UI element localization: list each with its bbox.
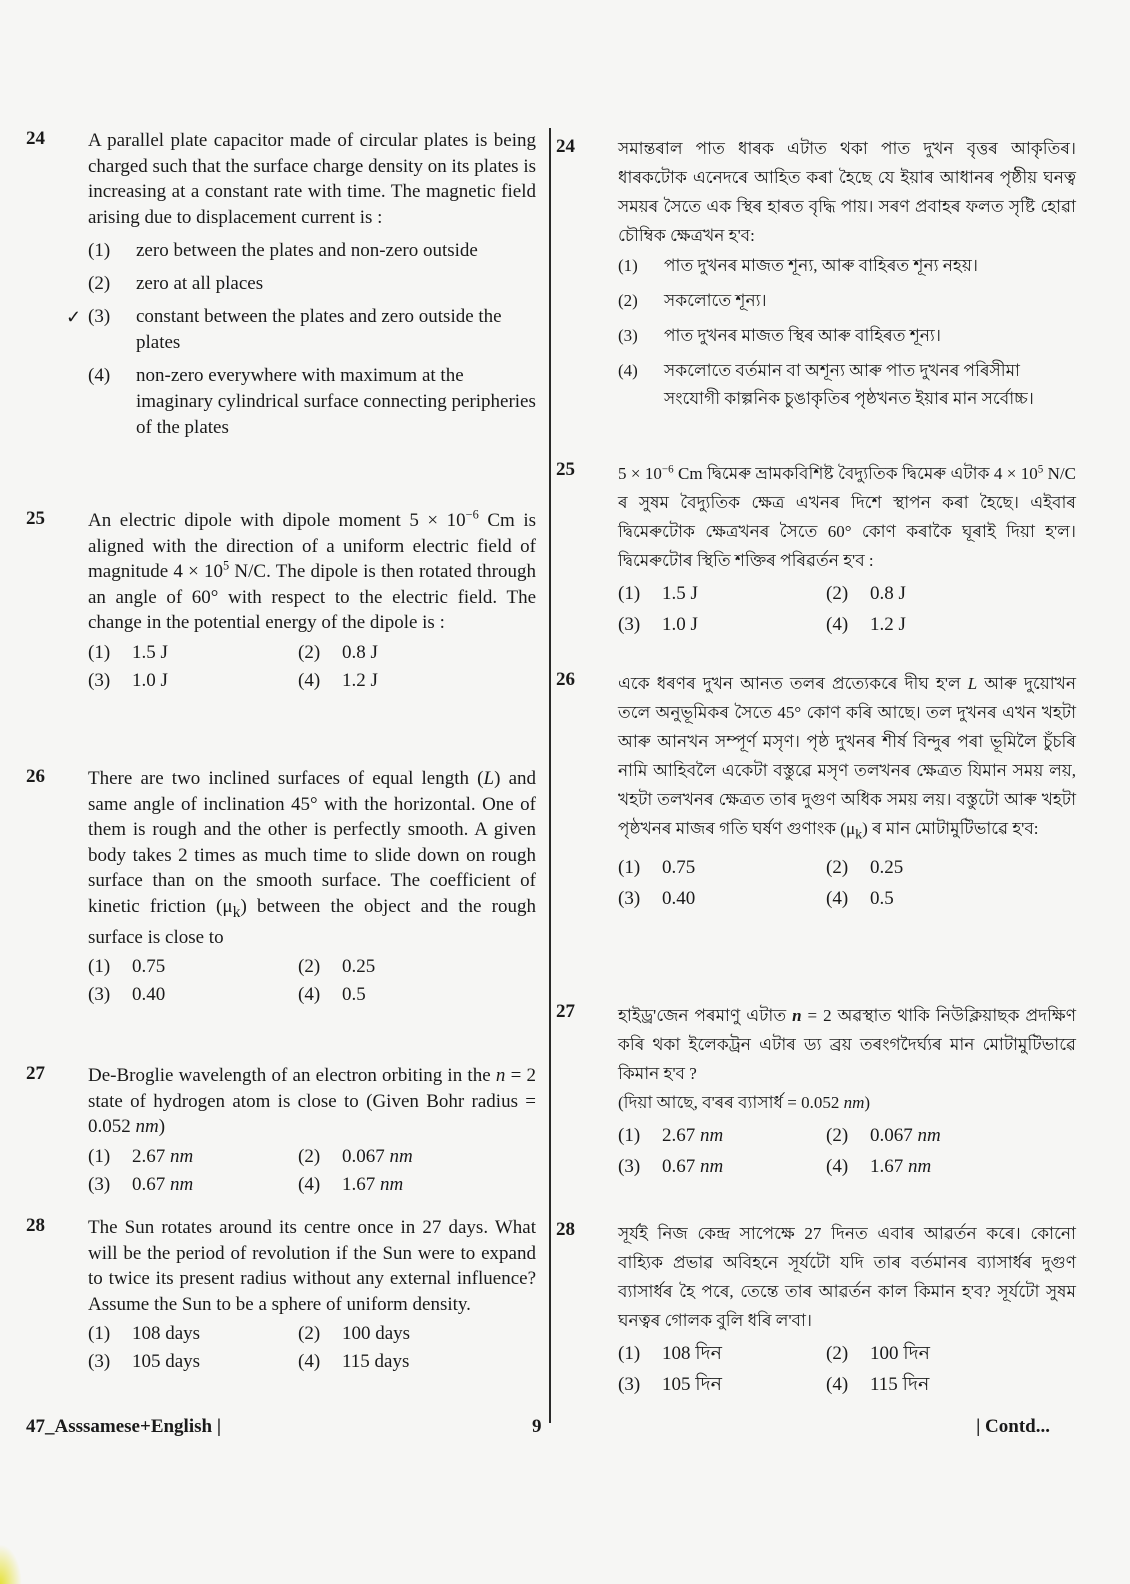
question-stem: সমান্তৰাল পাত ধাৰক এটাত থকা পাত দুখন বৃত্তৰ আকৃতিৰ। ধাৰকটোক এনেদৰে আহিত কৰা হৈছে যে ইয়াৰ আধানৰ পৃষ্ঠীয় ঘনত্ব সময়ৰ সৈতে এক স্থিৰ হাৰত বৃদ্ধি পায়। সৰণ প্ৰবাহৰ ফলত সৃষ্টি হোৱা চৌম্বিক ক্ষেত্ৰখন হ'ব: [618, 139, 1076, 245]
option-2: (2) 100 days [298, 1323, 411, 1344]
option-2: (2) 0.067 nm [298, 1145, 413, 1167]
option-4: (4) 0.5 [298, 984, 366, 1006]
question-stem: $5 \times 10^{-6}$ Cm দ্বিমেৰু ভ্ৰামকবিশিষ্ট বৈদ্যুতিক দ্বিমেৰু এটাক $4 \times 10^5$ N/C ৰ সুষম বৈদ্যুতিক ক্ষেত্ৰ এখনৰ দিশে স্থাপন কৰা হৈছে। এইবাৰ দ্বিমেৰুটোক ক্ষেত্ৰখনৰ সৈতে 60° কোণ কৰাকৈ ঘূৰাই দিয়া হ'ল। দ্বিমেৰুটোৰ স্থিতি শক্তিৰ পৰিৱৰ্তন হ'ব : [618, 463, 1076, 570]
question-27-as [556, 1001, 1076, 1219]
question-24-as [556, 128, 1076, 459]
column-divider [549, 128, 551, 1423]
question-stem: The Sun rotates around its centre once in 27 days. What will be the period of revolution if the Sun were to expand to twice its present radius without any external influence? Assume the Sun to be a sphere of uniform density. [88, 1217, 536, 1315]
options-grid [618, 1121, 1076, 1181]
options-grid [88, 954, 536, 1008]
option-4: (4) সকলোতে বৰ্তমান বা অশূন্য আৰু পাত দুখনৰ পৰিসীমা সংযোগী কাল্পনিক চুঙাকৃতিৰ পৃষ্ঠখনত ইয়াৰ মান সৰ্বোচ্চ। [618, 361, 1034, 408]
option-3: (3) 1.0 J [88, 669, 168, 691]
question-28-en [26, 1215, 536, 1375]
english-column [26, 128, 536, 1375]
option-3: (3) 0.67 nm [618, 1156, 724, 1177]
option-4: (4) 1.67 nm [826, 1156, 932, 1177]
question-24-en [26, 128, 536, 508]
question-number: 28 [26, 1215, 45, 1236]
option-2: (2) 0.25 [826, 857, 904, 879]
paper-stain [0, 1544, 22, 1584]
option-2: (2) 0.8 J [826, 583, 906, 604]
option-4: (4) 1.2 J [826, 614, 906, 635]
question-stem: There are two inclined surfaces of equal length (L) and same angle of inclination 45° with the horizontal. One of them is rough and the other is perfectly smooth. A given body takes 2 times as much time to slide down on rough surface than on the smooth surface. The coefficient of kinetic friction $(\mu_k)$ between the object and the rough surface is close to [88, 768, 537, 948]
option-1: (1) 0.75 [618, 857, 696, 879]
option-4: (4) 115 days [298, 1351, 410, 1372]
option-2: (2) 100 দিন [826, 1343, 931, 1364]
tick-mark-icon: ✓ [66, 307, 82, 327]
option-4: (4) 1.2 J [298, 669, 378, 691]
option-3: (3) 0.40 [88, 984, 166, 1006]
question-27-en [26, 1063, 536, 1215]
option-1: (1) 108 দিন [618, 1343, 723, 1364]
option-3: (3) 0.67 nm [88, 1173, 194, 1195]
question-number: 26 [556, 669, 575, 690]
footer-page-number: 9 [532, 1416, 542, 1437]
option-1: (1) zero between the plates and non-zero outside [88, 240, 478, 261]
footer-continued: | Contd... [976, 1416, 1050, 1437]
question-number: 27 [556, 1001, 575, 1022]
question-number: 26 [26, 766, 45, 787]
option-2: (2) zero at all places [88, 273, 264, 294]
options-grid [618, 1339, 1076, 1399]
option-3: (3) 1.0 J [618, 614, 698, 635]
option-2: (2) 0.067 nm [826, 1125, 941, 1146]
option-3: (3) 0.40 [618, 888, 696, 910]
question-stem: সূৰ্যই নিজ কেন্দ্ৰ সাপেক্ষে 27 দিনত এবাৰ আৱৰ্তন কৰে। কোনো বাহ্যিক প্ৰভাৱ অবিহনে সূৰ্যটো যদি তাৰ বৰ্তমানৰ ব্যাসাৰ্ধৰ দুগুণ ব্যাসাৰ্ধৰ হৈ পৰে, তেন্তে তাৰ আৱৰ্তন কাল কিমান হ'ব? সূৰ্যটো সুষম ঘনত্বৰ গোলক বুলি ধৰি ল'বা। [618, 1224, 1076, 1330]
assamese-column [556, 128, 1076, 1399]
question-stem: একে ধৰণৰ দুখন আনত তলৰ প্ৰত্যেকৰে দীঘ হ'ল L আৰু দুয়োখন তলে অনুভূমিকৰ সৈতে 45° কোণ কৰি আছে। তল দুখনৰ এখন খহটা আৰু আনখন সম্পূৰ্ণ মসৃণ। পৃষ্ঠ দুখনৰ শীৰ্ষ বিন্দুৰ পৰা ভূমিলৈ চুঁচৰি নামি আহিবলৈ একেটা বস্তুৱে মসৃণ তলখনৰ ক্ষেত্ৰত যিমান সময় লয়, খহটা তলখনৰ ক্ষেত্ৰত তাৰ দুগুণ অধিক সময় লয়। বস্তুটো আৰু খহটা পৃষ্ঠখনৰ মাজৰ গতি ঘৰ্ষণ গুণাংক $(\mu_k)$ ৰ মান মোটামুটিভাৱে হ'ব: [618, 674, 1076, 843]
options-grid [88, 1321, 536, 1375]
option-1: (1) 108 days [88, 1323, 201, 1344]
options-grid [88, 640, 536, 694]
footer-booklet-code: 47_Asssamese+English | [26, 1416, 222, 1437]
options-grid [88, 1144, 536, 1198]
question-number: 25 [556, 459, 575, 480]
question-26-en [26, 766, 536, 1063]
options-grid [618, 579, 1076, 639]
option-4: (4) 115 দিন [826, 1374, 930, 1395]
question-26-as [556, 669, 1076, 1001]
question-number: 27 [26, 1063, 45, 1084]
question-25-en [26, 508, 536, 766]
option-1: (1) 1.5 J [88, 641, 168, 663]
question-25-as [556, 459, 1076, 669]
question-number: 28 [556, 1219, 575, 1240]
option-1: (1) 1.5 J [618, 583, 698, 604]
option-2: (2) সকলোতে শূন্য। [618, 291, 767, 310]
option-2: (2) 0.25 [298, 956, 376, 978]
option-4: (4) 0.5 [826, 888, 894, 910]
option-3: (3) পাত দুখনৰ মাজত স্থিৰ আৰু বাহিৰত শূন্য। [618, 326, 941, 345]
question-28-as [556, 1219, 1076, 1399]
option-2: (2) 0.8 J [298, 641, 378, 663]
option-4: (4) 1.67 nm [298, 1173, 404, 1195]
option-1: (1) 2.67 nm [88, 1145, 194, 1167]
question-stem: হাইড্ৰ'জেন পৰমাণু এটাত n = 2 অৱস্থাত থাকি নিউক্লিয়াছক প্ৰদক্ষিণ কৰি থকা ইলেকট্ৰন এটাৰ ড্য ব্ৰয় তৰংগদৈৰ্ঘ্যৰ মান মোটামুটিভাৱে কিমান হ'ব ? (দিয়া আছে, ব'ৰৰ ব্যাসাৰ্ধ = 0.052 nm) [618, 1006, 1076, 1112]
option-1: (1) পাত দুখনৰ মাজত শূন্য, আৰু বাহিৰত শূন্য নহয়। [618, 256, 978, 275]
options-grid [618, 853, 1076, 913]
option-1: (1) 0.75 [88, 956, 166, 978]
option-3: ✓ (3) constant between the plates and zero outside the plates [66, 306, 502, 353]
option-3: (3) 105 দিন [618, 1374, 723, 1395]
question-stem: An electric dipole with dipole moment $5 \times 10^{-6}$ Cm is aligned with the direction of a uniform electric field of magnitude $4 \times 10^5$ N/C. The dipole is then rotated through an angle of 60° with respect to the electric field. The change in the potential energy of the dipole is : [88, 507, 537, 633]
option-4: (4) non-zero everywhere with maximum at the imaginary cylindrical surface connecting peripheries of the plates [88, 365, 536, 438]
question-stem: De-Broglie wavelength of an electron orbiting in the n = 2 state of hydrogen atom is close to (Given Bohr radius = 0.052 nm) [88, 1065, 536, 1137]
option-3: (3) 105 days [88, 1351, 201, 1372]
question-number: 25 [26, 508, 45, 529]
option-1: (1) 2.67 nm [618, 1125, 724, 1146]
question-number: 24 [556, 136, 575, 157]
question-stem: A parallel plate capacitor made of circular plates is being charged such that the surface charge density on its plates is increasing at a constant rate with time. The magnetic field arising due to displacement current is : [88, 130, 536, 228]
question-number: 24 [26, 128, 45, 149]
